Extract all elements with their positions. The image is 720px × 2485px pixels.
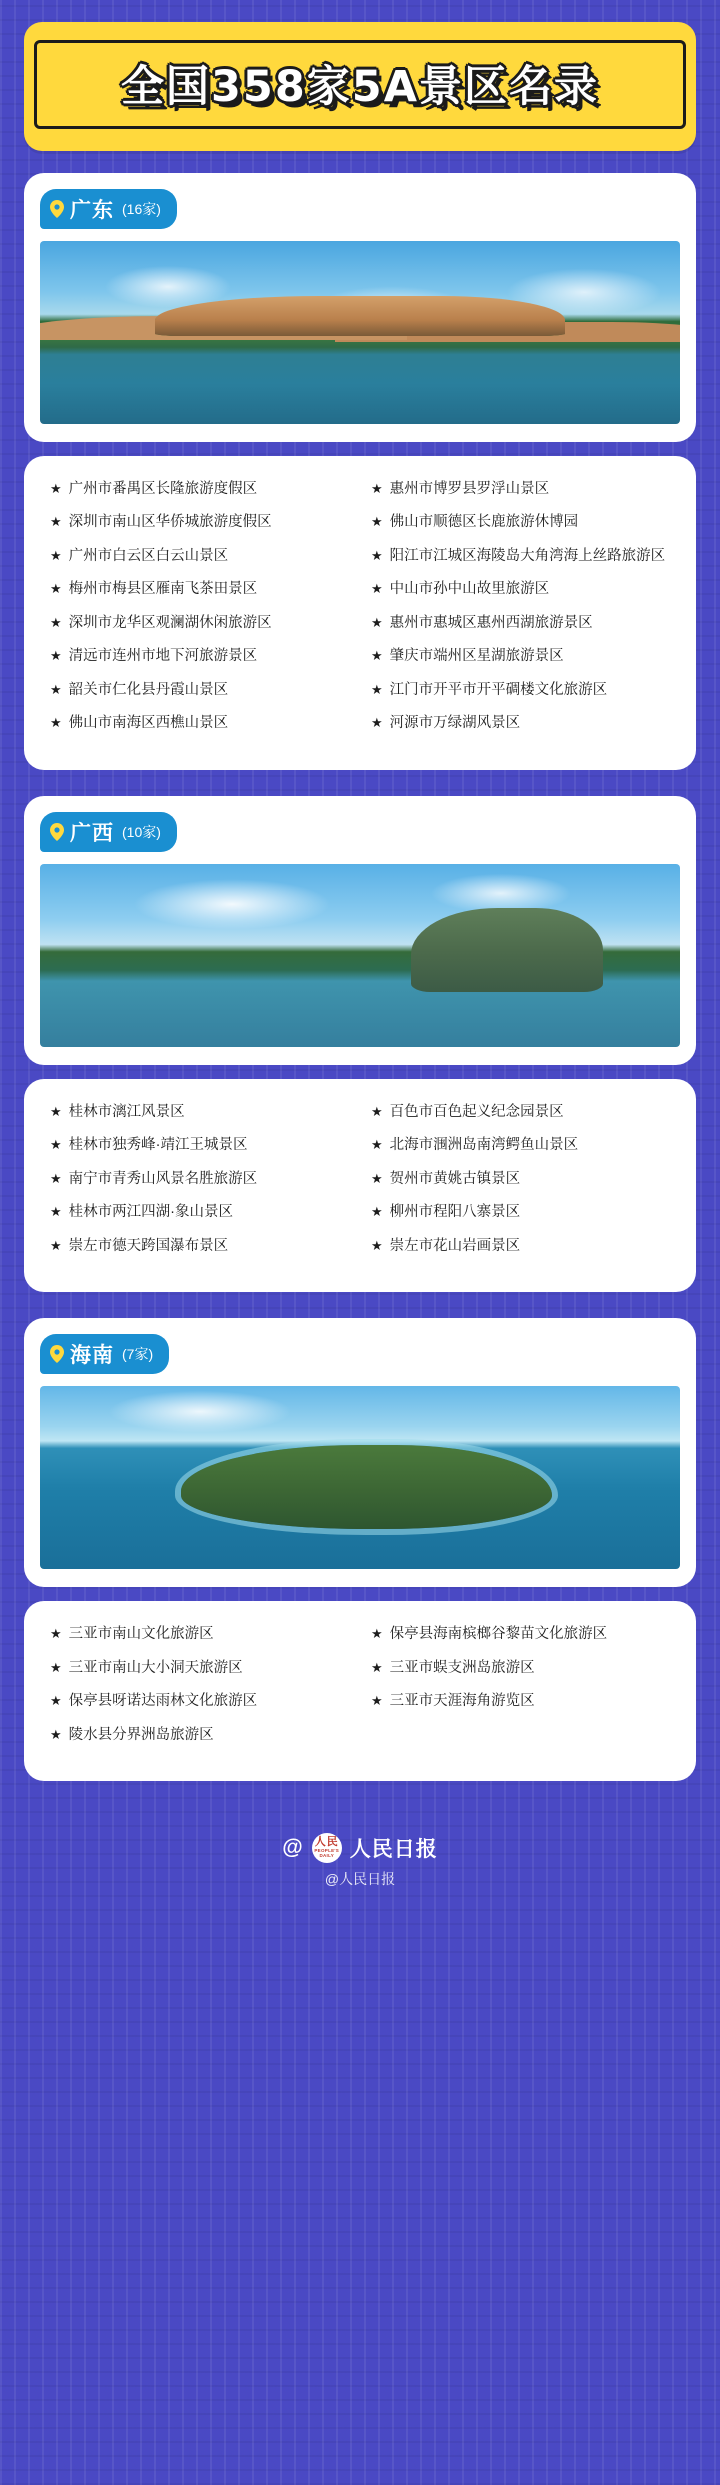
province-section-guangxi (24, 796, 696, 1292)
list-item: ★ 北海市涠洲岛南湾鳄鱼山景区 (371, 1134, 678, 1156)
star-icon: ★ (50, 681, 62, 697)
province-count: (7家) (122, 1346, 154, 1363)
logo-en-text: PEOPLE'S DAILY (314, 1848, 340, 1858)
star-icon: ★ (50, 481, 62, 496)
list-item: ★ 三亚市南山文化旅游区 (50, 1623, 357, 1645)
list-item: ★ 桂林市独秀峰·靖江王城景区 (50, 1134, 357, 1156)
star-icon: ★ (50, 1626, 62, 1642)
province-label (40, 189, 177, 229)
star-icon: ★ (50, 514, 62, 530)
attraction-column-right (371, 1623, 678, 1757)
title-frame (34, 40, 686, 129)
star-icon: ★ (371, 547, 383, 563)
province-name: 广东 (70, 199, 114, 222)
list-item: ★ 梅州市梅县区雁南飞茶田景区 (50, 578, 357, 600)
province-photo (40, 864, 680, 1047)
province-label (40, 1334, 169, 1374)
list-item: ★ 三亚市南山大小洞天旅游区 (50, 1657, 357, 1679)
province-name: 广西 (70, 821, 114, 845)
star-icon: ★ (371, 481, 383, 496)
location-pin-icon (50, 823, 64, 841)
list-item: ★ 深圳市南山区华侨城旅游度假区 (50, 511, 357, 533)
star-icon: ★ (50, 1170, 62, 1186)
attraction-column-right (371, 478, 678, 746)
attraction-list (24, 1601, 696, 1781)
list-item: ★ 佛山市顺德区长鹿旅游休博园 (371, 511, 678, 533)
peoples-daily-logo-icon (312, 1833, 342, 1863)
province-photo (40, 241, 680, 424)
province-label (40, 812, 177, 852)
list-item: ★ 崇左市花山岩画景区 (371, 1235, 678, 1257)
list-item: ★ 崇左市德天跨国瀑布景区 (50, 1235, 357, 1257)
star-icon: ★ (371, 1659, 383, 1675)
province-count: (16家) (122, 201, 161, 217)
star-icon: ★ (371, 648, 383, 664)
list-item: ★ 南宁市青秀山风景名胜旅游区 (50, 1168, 357, 1190)
province-count: (10家) (122, 823, 161, 840)
star-icon: ★ (371, 1170, 383, 1186)
star-icon: ★ (371, 1103, 383, 1119)
star-icon: ★ (371, 581, 383, 597)
photo-card (24, 1318, 696, 1587)
star-icon: ★ (371, 1204, 383, 1220)
list-item: ★ 三亚市天涯海角游览区 (371, 1690, 678, 1712)
list-item: ★ 贺州市黄姚古镇景区 (371, 1168, 678, 1190)
photo-card (24, 173, 696, 442)
star-icon: ★ (371, 1237, 383, 1253)
list-item: ★ 桂林市两江四湖·象山景区 (50, 1201, 357, 1223)
list-item: ★ 清远市连州市地下河旅游景区 (50, 645, 357, 667)
list-item: ★ 江门市开平市开平碉楼文化旅游区 (371, 679, 678, 701)
star-icon: ★ (50, 581, 62, 597)
star-icon: ★ (371, 715, 383, 731)
star-icon: ★ (371, 1693, 383, 1709)
page-title: 全国358家5A景区名录 (121, 62, 599, 112)
province-photo (40, 1386, 680, 1569)
star-icon: ★ (50, 1204, 62, 1220)
list-item: ★ 陵水县分界洲岛旅游区 (50, 1724, 357, 1746)
logo-cn-text: 人民 (314, 1836, 339, 1849)
star-icon: ★ (50, 1137, 62, 1153)
list-item: ★ 惠州市惠城区惠州西湖旅游景区 (371, 612, 678, 634)
star-icon: ★ (50, 1103, 62, 1119)
list-item: ★ 深圳市龙华区观澜湖休闲旅游区 (50, 612, 357, 634)
province-section-guangdong (24, 173, 696, 770)
brand-name: 人民日报 (349, 1837, 438, 1861)
brand-watermark (282, 1833, 437, 1863)
list-item: ★ 保亭县海南槟榔谷黎苗文化旅游区 (371, 1623, 678, 1645)
attraction-list (24, 456, 696, 770)
list-item: ★ 肇庆市端州区星湖旅游景区 (371, 645, 678, 667)
list-item: ★ 三亚市蜈支洲岛旅游区 (371, 1657, 678, 1679)
list-item: ★ 惠州市博罗县罗浮山景区 (371, 478, 678, 500)
star-icon: ★ (50, 1726, 62, 1742)
star-icon: ★ (371, 1626, 383, 1642)
star-icon: ★ (50, 648, 62, 664)
attraction-list (24, 1079, 696, 1292)
location-pin-icon (50, 200, 64, 218)
footer (24, 1807, 696, 1917)
list-item: ★ 保亭县呀诺达雨林文化旅游区 (50, 1690, 357, 1712)
list-item: ★ 韶关市仁化县丹霞山景区 (50, 679, 357, 701)
list-item: ★ 广州市番禺区长隆旅游度假区 (50, 478, 357, 500)
list-item: ★ 桂林市漓江风景区 (50, 1101, 357, 1123)
star-icon: ★ (371, 681, 383, 697)
province-name: 海南 (70, 1344, 114, 1368)
list-item: ★ 广州市白云区白云山景区 (50, 545, 357, 567)
title-card (24, 22, 696, 151)
attraction-column-left (50, 478, 357, 746)
list-item: ★ 柳州市程阳八寨景区 (371, 1201, 678, 1223)
photo-card (24, 796, 696, 1065)
star-icon: ★ (50, 1659, 62, 1675)
list-item: ★ 阳江市江城区海陵岛大角湾海上丝路旅游区 (371, 545, 678, 567)
star-icon: ★ (50, 715, 62, 731)
list-item: ★ 百色市百色起义纪念园景区 (371, 1101, 678, 1123)
list-item: ★ 佛山市南海区西樵山景区 (50, 712, 357, 734)
star-icon: ★ (371, 514, 383, 530)
attraction-column-left (50, 1101, 357, 1268)
star-icon: ★ (371, 614, 383, 630)
attraction-column-left (50, 1623, 357, 1757)
attraction-column-right (371, 1101, 678, 1268)
list-item: ★ 中山市孙中山故里旅游区 (371, 578, 678, 600)
province-section-hainan (24, 1318, 696, 1781)
star-icon: ★ (50, 1693, 62, 1709)
brand-prefix: @ (282, 1835, 304, 1859)
location-pin-icon (50, 1345, 64, 1363)
star-icon: ★ (50, 1237, 62, 1253)
social-handle: @人民日报 (324, 1870, 396, 1887)
star-icon: ★ (50, 547, 62, 563)
star-icon: ★ (50, 614, 62, 630)
star-icon: ★ (371, 1137, 383, 1153)
list-item: ★ 河源市万绿湖风景区 (371, 712, 678, 734)
